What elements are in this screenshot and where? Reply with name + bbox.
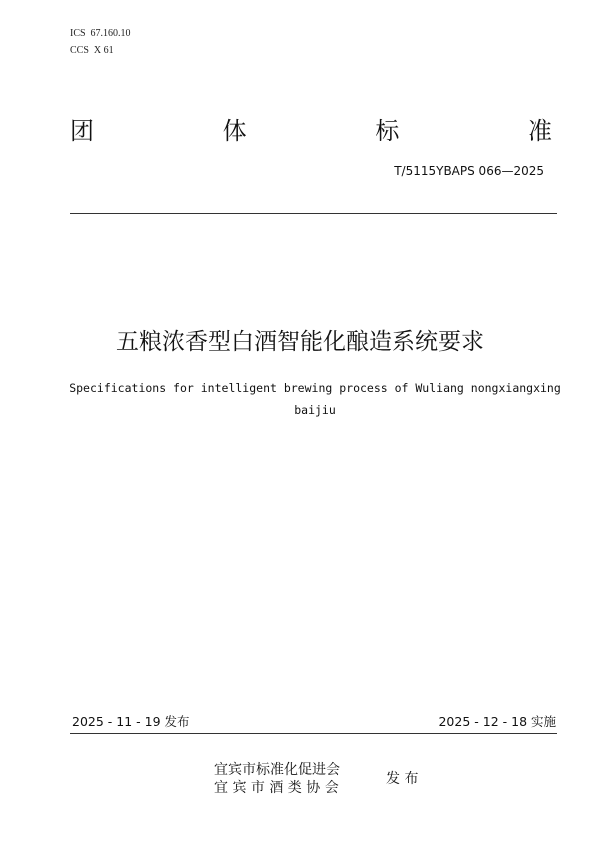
publisher-name: 宜 宾 市 酒 类 协 会: [214, 780, 339, 796]
standard-type-char: 体: [222, 117, 247, 145]
ics-code: ICS 67.160.10: [70, 28, 131, 39]
document-title-zh: 五粮浓香型白酒智能化酿造系统要求: [116, 329, 484, 355]
standard-type-heading: [70, 116, 552, 146]
standard-type-char: 团: [70, 117, 94, 145]
issue-date: 2025 - 11 - 19 发布: [72, 714, 190, 729]
document-title-en: [60, 377, 570, 421]
publisher-name: 宜宾市标准化促进会: [214, 762, 340, 778]
title-en-line: Specifications for intelligent brewing process of Wuliang nongxiangxing: [69, 381, 561, 395]
standard-type-char: 准: [527, 117, 552, 145]
implementation-date: 2025 - 12 - 18 实施: [438, 714, 556, 729]
publisher-names: [214, 761, 340, 797]
footer-divider: [70, 733, 557, 734]
publish-label: 发 布: [386, 771, 419, 787]
ccs-code: CCS X 61: [70, 45, 114, 56]
standard-number: T/5115YBAPS 066—2025: [394, 164, 544, 178]
standard-type-char: 标: [375, 117, 400, 145]
header-divider: [70, 213, 557, 214]
title-en-line: baijiu: [294, 403, 336, 417]
